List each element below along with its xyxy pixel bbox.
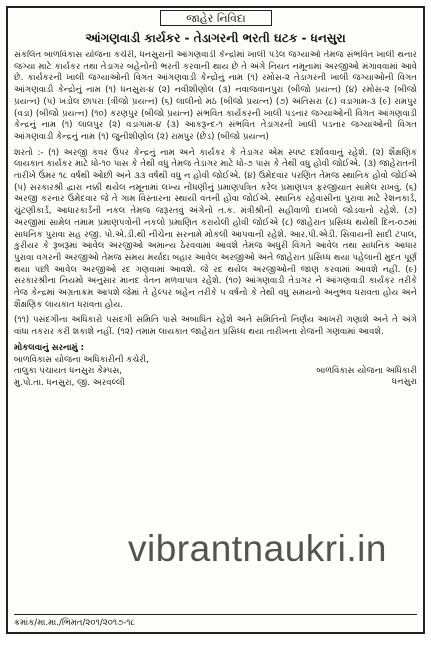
paragraph-vacancies: સંકલિત બાળવિકાસ યોજના કચેરી, ધનસુરાની આંગણવાડી કેન્દ્રોમાં ખાલી પડેલ જગ્યાઓ તેમજ સંભવિત ખાલી થનાર જગ્યા માટે કાર્યકર તથા તેડાગર બહેનોની ભરતી કરવાની થાય છે તે અંગે નિયત નમૂનામાં અરજીઓ મંગાવવામાં આવે છે. કાર્યકરની ખાલી જગ્યાઓની વિગત આંગણવાડી કેન્દ્રોનું નામ (૧) રમોસ-૨ તેડાગરની ખાલી જગ્યાઓની વિગત આંગણવાડી કેન્દ્રોનું નામ (૧) ધનસુરા-૪ (૨) નવીશીણોલ (૩) નવાજવાનપુરા (બીજો પ્રયત્ન) (૪) રમોસ-૨ (બીજો પ્રયત્ન) (૫) ખડોલ છાપરા (ત્રીજો પ્રયત્ન) (૬) લાલીનો મઠ (બીજો પ્રયત્ન) (૭) અંતિસરા (૮) વડાગામ-૩ (૯) રામપુર (વડા) (બીજો પ્રયત્ન) (૧૦) કરણપુર (બીજો પ્રયત્ન) સંભવિત કાર્યકરની ખાલી પડનાર જગ્યાઓની વિગત આંગણવાડી કેન્દ્રનું નામ (૧) લાલપુર (૨) વડાગામ-૪ (૩) આકરૂન્દ-૧ સંભવિત તેડાગરની ખાલી પડનાર જગ્યાઓની વિગત આંગણવાડી કેન્દ્રનું નામ (૧) જુનીશીણોલ (૨) રામપુર (છેડ) (બીજો પ્રયત્ન) [14, 50, 417, 142]
signatory-place: ધનસુરા [391, 377, 417, 388]
watermark-text: vibrantnaukri.in [128, 528, 387, 569]
notice-body [14, 50, 417, 604]
signatory [227, 366, 417, 389]
paragraph-selection: (૧૧) પસંદગીના અધિકારો પસંદગી સમિતિ પાસે અબાધિત રહેશે અને સમિતિનો નિર્ણય આખરી ગણાશે અને તે અંગે વાંધા તકરાર કરી શકાશે નહીં. (૧૨) તમામ લાયકાત જાહેરાત પ્રસિધ્ધ થયા તારીખના રોજની ગણવામાં આવશે. [14, 315, 417, 338]
notice-headline: આંગણવાડી કાર્યકર - તેડાગરની ભરતી ઘટક - ધનસુરા [85, 31, 346, 45]
address-heading: મોકલવાનું સરનામું : [14, 342, 85, 353]
signatory-title: બાળવિકાસ યોજના અધિકારી [316, 365, 417, 376]
address-left [14, 355, 234, 390]
address-line-3: મુ.પો.તા. ધનસુરા, જી. અરવલ્લી [14, 377, 125, 388]
address-line-2: તાલુકા પંચાયત ધનસુરા કેમ્પસ, [14, 366, 123, 377]
notice-label: જાહેર નિવિદા [160, 10, 272, 26]
address-line-1: બાળવિકાસ યોજના અધિકારીની કચેરી, [14, 354, 149, 365]
reference-number: ક્રમાંક/મા.મા./ભિમત/૨૦૧/૨૦૧૭-૧૮ [14, 614, 417, 629]
paragraph-conditions: શરતો :- (૧) અરજી કવર ઉપર કેન્દ્રનું નામ અને કાર્યકર કે તેડાગર એમ સ્પષ્ટ દર્શાવવાનું રહેશે. (૨) શૈક્ષણિક લાયકાત કાર્યકર માટે ધો-૧૦ પાસ કે તેથી વધુ તેમજ તેડાગર માટે ધો-૭ પાસ કે તેથી વધુ હોવી જોઈએ. (૩) જાહેરાતની તારીખે ઉંમર ૧૮ વર્ષથી ઓછી અને ૩૩ વર્ષથી વધુ ન હોવી જોઈએ. (૪) ઉમેદવાર પરણિત તેમજ સ્થાનિક હોવો જોઈએ (૫) સરકારશ્રી દ્વારા નક્કી થયેલ નમૂનામાં લખ્ય નોંધણીનું પ્રમાણપત્રિત કરેલ પ્રમાણપત્ર ફરજીયાત સામેલ રાખવું. (૬) અરજી કરનાર ઉમેદવાર જે તે ગામ વિસ્તારના સ્થાયી વતની હોવા જોઈએ. સ્થાનિક રહેવાસીના પુરાવા માટે રેશનકાર્ડ, ચુંટણીકાર્ડ, આધારકાર્ડની નકલ તેમજ જરૂરતવું અંગેનો ત.ક. મંત્રીશ્રીની સહીવાળો દાખલો જોડવાનો રહેશે. (૭) અરજીમાં સામેલ તમામ પ્રમાણપત્રોની નકલો પ્રમાણિત કરાયેલી હોવી જોઈએ (૮) જાહેરાત પ્રસિધ્ધ થયેથી દિન-૦૭માં સાધનિક પુરાવા સહ રજી. પો.એ.ડી.થી નીચેના સરનામે મોકલી આપવાની રહેશે. આર.પી.એડી. સિવાયની સાદી ટપાલ, કુરીયર કે રૂબરૂમાં આવેલ અરજીઓ અમાન્ય ઠેરવવામાં આવશે તેમજ અધુરી વિગતે આવેલ તથા સાધનિક આધાર પુરાવા વગરની અરજીઓ તેમજ સમય મર્યાદા બહાર આવેલ અરજીઓ અને જાહેરાત પ્રસિધ્ધ થયા પહેલાની મુદત પૂર્ણ થયા પછી આવેલ અરજીઓ રદ ગણવામાં આવશે. જે રદ થયેલ અરજીઓની જાણ કરવામાં આવશે નહીં. (૯) સરકારશ્રીના નિયમો અનુસાર માનદ વેતન મળવાપાત્ર રહેશે. (૧૦) આંગણવાડી તેડાગર ને આંગણવાડી કાર્યકર તરીકે તેજ કેન્દ્રમાં અગ્રતાક્રમ આપશે જેમાં તે હેલ્પર બહેન તરીકે ૫ વર્ષનો કે તેથી વધુ સમયનો અનુભવ ધરાવતા હોય અને શૈક્ષણિક લાયકાત ધરાવતા હોય. [14, 147, 417, 310]
address-block [14, 355, 417, 389]
